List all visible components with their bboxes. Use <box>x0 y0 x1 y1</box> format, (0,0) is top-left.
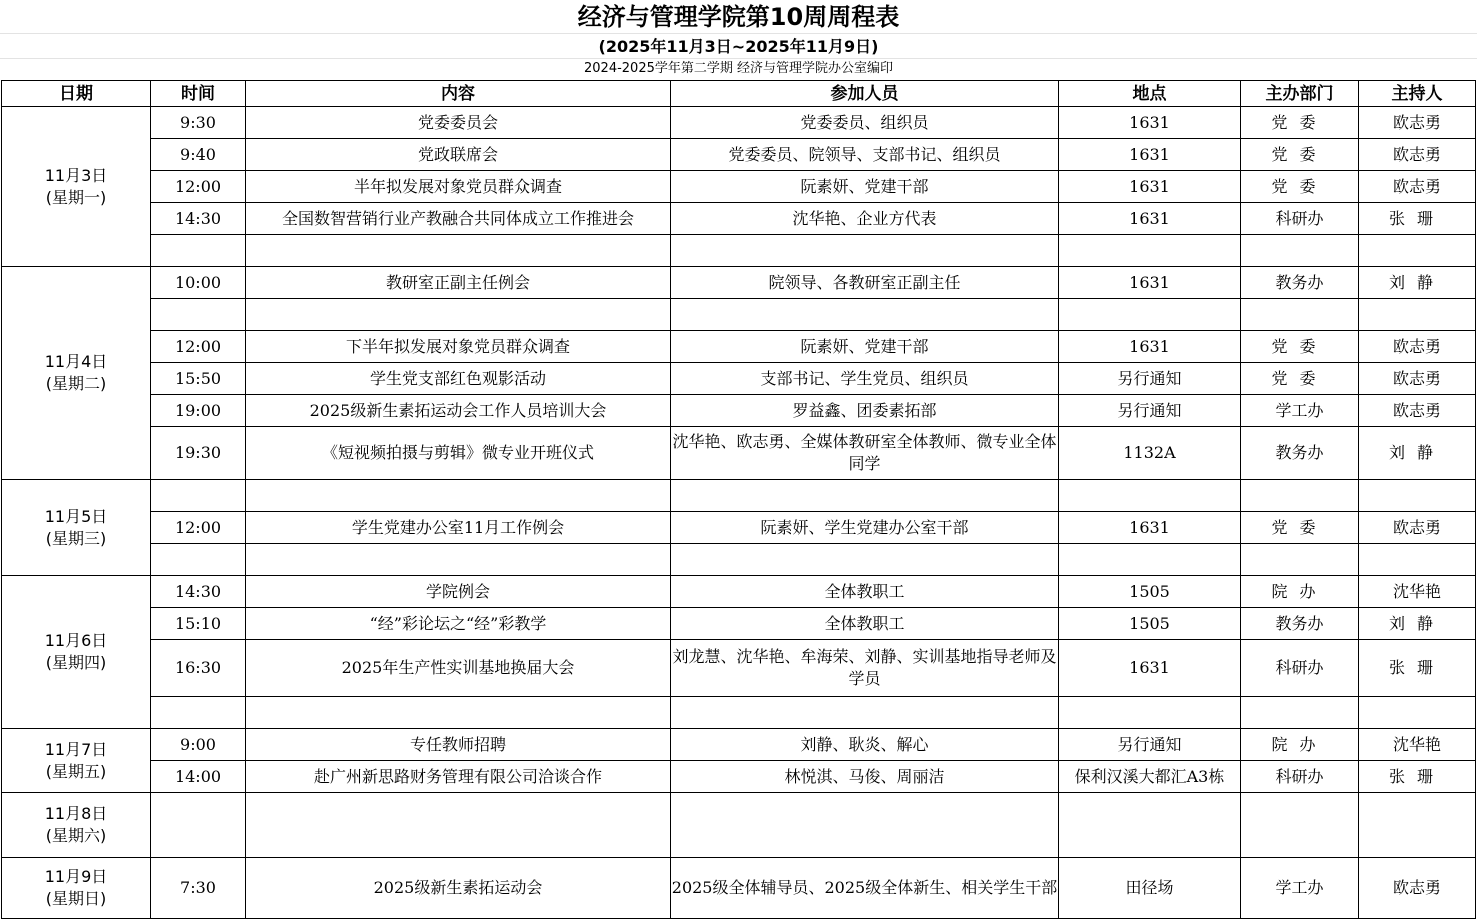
host-cell <box>1359 235 1476 267</box>
header-dept: 主办部门 <box>1241 81 1359 107</box>
location-cell: 1631 <box>1059 512 1241 544</box>
dept-cell: 科研办 <box>1241 761 1359 793</box>
table-row <box>2 363 1476 395</box>
location-cell: 田径场 <box>1059 858 1241 919</box>
location-cell: 另行通知 <box>1059 729 1241 761</box>
location-cell: 1631 <box>1059 203 1241 235</box>
day-weekday: (星期一) <box>45 187 107 207</box>
day-weekday: (星期三) <box>45 528 107 548</box>
content-cell: 《短视频拍摄与剪辑》微专业开班仪式 <box>246 427 671 480</box>
header-date: 日期 <box>2 81 151 107</box>
participants-cell: 院领导、各教研室正副主任 <box>671 267 1059 299</box>
participants-cell: 2025级全体辅导员、2025级全体新生、相关学生干部 <box>671 858 1059 919</box>
table-row <box>2 331 1476 363</box>
host-cell: 欧志勇 <box>1359 331 1476 363</box>
table-row <box>2 171 1476 203</box>
content-cell: 2025年生产性实训基地换届大会 <box>246 640 671 697</box>
time-cell <box>151 544 246 576</box>
participants-cell <box>671 235 1059 267</box>
content-cell: 学院例会 <box>246 576 671 608</box>
participants-cell: 刘静、耿炎、解心 <box>671 729 1059 761</box>
day-date: 11月9日 <box>44 867 108 886</box>
dept-cell <box>1241 697 1359 729</box>
location-cell: 1631 <box>1059 331 1241 363</box>
time-cell: 14:30 <box>151 576 246 608</box>
time-cell: 12:00 <box>151 331 246 363</box>
dept-cell: 党委 <box>1241 107 1359 139</box>
location-cell: 1631 <box>1059 107 1241 139</box>
host-cell: 沈华艳 <box>1359 729 1476 761</box>
time-cell: 16:30 <box>151 640 246 697</box>
time-cell: 9:40 <box>151 139 246 171</box>
day-date: 11月8日 <box>44 804 108 823</box>
host-cell: 刘静 <box>1359 427 1476 480</box>
day-cell <box>2 107 151 267</box>
time-cell: 10:00 <box>151 267 246 299</box>
dept-cell: 党委 <box>1241 512 1359 544</box>
table-row <box>2 512 1476 544</box>
table-row <box>2 139 1476 171</box>
table-row <box>2 107 1476 139</box>
content-cell <box>246 235 671 267</box>
dept-cell: 科研办 <box>1241 203 1359 235</box>
table-row <box>2 640 1476 697</box>
content-cell <box>246 480 671 512</box>
dept-cell: 教务办 <box>1241 427 1359 480</box>
time-cell: 14:00 <box>151 761 246 793</box>
table-row <box>2 427 1476 480</box>
day-date: 11月5日 <box>44 506 108 526</box>
host-cell: 欧志勇 <box>1359 171 1476 203</box>
time-cell <box>151 793 246 858</box>
content-cell: 党政联席会 <box>246 139 671 171</box>
table-row <box>2 761 1476 793</box>
time-cell: 15:50 <box>151 363 246 395</box>
participants-cell: 阮素妍、党建干部 <box>671 331 1059 363</box>
host-cell <box>1359 544 1476 576</box>
day-weekday: (星期日) <box>45 889 107 908</box>
location-cell <box>1059 793 1241 858</box>
dept-cell: 院办 <box>1241 729 1359 761</box>
participants-cell <box>671 299 1059 331</box>
table-row <box>2 697 1476 729</box>
participants-cell: 全体教职工 <box>671 576 1059 608</box>
header-row <box>2 81 1476 107</box>
host-cell: 欧志勇 <box>1359 858 1476 919</box>
dept-cell <box>1241 235 1359 267</box>
dept-cell: 党委 <box>1241 331 1359 363</box>
location-cell <box>1059 480 1241 512</box>
dept-cell: 党委 <box>1241 139 1359 171</box>
content-cell <box>246 299 671 331</box>
header-location: 地点 <box>1059 81 1241 107</box>
participants-cell: 党委委员、组织员 <box>671 107 1059 139</box>
table-row <box>2 858 1476 919</box>
day-date: 11月3日 <box>44 165 108 185</box>
time-cell: 14:30 <box>151 203 246 235</box>
content-cell <box>246 697 671 729</box>
time-cell: 12:00 <box>151 512 246 544</box>
header-time: 时间 <box>151 81 246 107</box>
dept-cell: 党委 <box>1241 363 1359 395</box>
content-cell: 赴广州新思路财务管理有限公司洽谈合作 <box>246 761 671 793</box>
table-row <box>2 267 1476 299</box>
location-cell: 1631 <box>1059 139 1241 171</box>
location-cell <box>1059 697 1241 729</box>
table-row <box>2 395 1476 427</box>
participants-cell <box>671 544 1059 576</box>
participants-cell <box>671 480 1059 512</box>
table-row <box>2 793 1476 858</box>
location-cell: 另行通知 <box>1059 363 1241 395</box>
host-cell: 刘静 <box>1359 267 1476 299</box>
day-cell <box>2 729 151 793</box>
content-cell: 学生党建办公室11月工作例会 <box>246 512 671 544</box>
header-host: 主持人 <box>1359 81 1476 107</box>
table-row <box>2 608 1476 640</box>
host-cell <box>1359 480 1476 512</box>
host-cell: 欧志勇 <box>1359 363 1476 395</box>
location-cell: 另行通知 <box>1059 395 1241 427</box>
location-cell: 1631 <box>1059 640 1241 697</box>
content-cell <box>246 544 671 576</box>
table-row <box>2 576 1476 608</box>
content-cell: 全国数智营销行业产教融合共同体成立工作推进会 <box>246 203 671 235</box>
date-range-subtitle: (2025年11月3日~2025年11月9日) <box>0 34 1477 59</box>
host-cell: 张珊 <box>1359 761 1476 793</box>
content-cell: “经”彩论坛之“经”彩教学 <box>246 608 671 640</box>
dept-cell: 教务办 <box>1241 608 1359 640</box>
participants-cell <box>671 793 1059 858</box>
host-cell <box>1359 697 1476 729</box>
table-row <box>2 203 1476 235</box>
participants-cell: 沈华艳、企业方代表 <box>671 203 1059 235</box>
host-cell: 欧志勇 <box>1359 395 1476 427</box>
location-cell: 1631 <box>1059 171 1241 203</box>
dept-cell: 党委 <box>1241 171 1359 203</box>
location-cell: 1132A <box>1059 427 1241 480</box>
dept-cell: 学工办 <box>1241 395 1359 427</box>
day-weekday: (星期四) <box>45 653 107 672</box>
host-cell <box>1359 793 1476 858</box>
participants-cell: 支部书记、学生党员、组织员 <box>671 363 1059 395</box>
participants-cell: 全体教职工 <box>671 608 1059 640</box>
host-cell: 刘静 <box>1359 608 1476 640</box>
table-row <box>2 729 1476 761</box>
host-cell: 欧志勇 <box>1359 107 1476 139</box>
time-cell: 9:30 <box>151 107 246 139</box>
header-content: 内容 <box>246 81 671 107</box>
host-cell: 欧志勇 <box>1359 139 1476 171</box>
participants-cell: 沈华艳、欧志勇、全媒体教研室全体教师、微专业全体同学 <box>671 427 1059 480</box>
host-cell: 张珊 <box>1359 203 1476 235</box>
location-cell: 保利汉溪大都汇A3栋 <box>1059 761 1241 793</box>
content-cell: 2025级新生素拓运动会 <box>246 858 671 919</box>
header-participants: 参加人员 <box>671 81 1059 107</box>
day-weekday: (星期五) <box>45 761 107 781</box>
day-weekday: (星期二) <box>45 374 107 393</box>
time-cell: 12:00 <box>151 171 246 203</box>
participants-cell: 党委委员、院领导、支部书记、组织员 <box>671 139 1059 171</box>
time-cell <box>151 235 246 267</box>
content-cell: 专任教师招聘 <box>246 729 671 761</box>
time-cell: 7:30 <box>151 858 246 919</box>
time-cell: 19:00 <box>151 395 246 427</box>
participants-cell: 罗益鑫、团委素拓部 <box>671 395 1059 427</box>
table-row <box>2 480 1476 512</box>
page-title: 经济与管理学院第10周周程表 <box>0 0 1477 34</box>
host-cell: 欧志勇 <box>1359 512 1476 544</box>
dept-cell <box>1241 299 1359 331</box>
content-cell: 2025级新生素拓运动会工作人员培训大会 <box>246 395 671 427</box>
location-cell: 1631 <box>1059 267 1241 299</box>
dept-cell <box>1241 793 1359 858</box>
time-cell: 19:30 <box>151 427 246 480</box>
content-cell: 党委委员会 <box>246 107 671 139</box>
time-cell <box>151 299 246 331</box>
dept-cell <box>1241 480 1359 512</box>
content-cell: 半年拟发展对象党员群众调查 <box>246 171 671 203</box>
day-date: 11月4日 <box>44 352 108 371</box>
time-cell: 15:10 <box>151 608 246 640</box>
participants-cell <box>671 697 1059 729</box>
day-cell <box>2 576 151 729</box>
host-cell: 沈华艳 <box>1359 576 1476 608</box>
content-cell: 教研室正副主任例会 <box>246 267 671 299</box>
participants-cell: 阮素妍、学生党建办公室干部 <box>671 512 1059 544</box>
content-cell: 下半年拟发展对象党员群众调查 <box>246 331 671 363</box>
dept-cell: 科研办 <box>1241 640 1359 697</box>
dept-cell: 院办 <box>1241 576 1359 608</box>
day-date: 11月7日 <box>44 739 108 759</box>
day-cell <box>2 480 151 576</box>
table-row <box>2 235 1476 267</box>
time-cell <box>151 697 246 729</box>
schedule-body <box>2 107 1476 919</box>
day-cell <box>2 793 151 858</box>
participants-cell: 刘龙慧、沈华艳、牟海荣、刘静、实训基地指导老师及学员 <box>671 640 1059 697</box>
day-weekday: (星期六) <box>45 826 107 845</box>
day-date: 11月6日 <box>44 631 108 650</box>
day-cell <box>2 267 151 480</box>
table-row <box>2 544 1476 576</box>
host-cell: 张珊 <box>1359 640 1476 697</box>
location-cell <box>1059 235 1241 267</box>
host-cell <box>1359 299 1476 331</box>
dept-cell: 教务办 <box>1241 267 1359 299</box>
participants-cell: 林悦淇、马俊、周丽洁 <box>671 761 1059 793</box>
dept-cell <box>1241 544 1359 576</box>
dept-cell: 学工办 <box>1241 858 1359 919</box>
location-cell: 1505 <box>1059 576 1241 608</box>
table-row <box>2 299 1476 331</box>
content-cell <box>246 793 671 858</box>
editor-line: 2024-2025学年第二学期 经济与管理学院办公室编印 <box>584 61 893 76</box>
schedule-table <box>1 80 1476 919</box>
time-cell: 9:00 <box>151 729 246 761</box>
day-cell <box>2 858 151 919</box>
time-cell <box>151 480 246 512</box>
location-cell <box>1059 299 1241 331</box>
location-cell <box>1059 544 1241 576</box>
content-cell: 学生党支部红色观影活动 <box>246 363 671 395</box>
location-cell: 1505 <box>1059 608 1241 640</box>
participants-cell: 阮素妍、党建干部 <box>671 171 1059 203</box>
